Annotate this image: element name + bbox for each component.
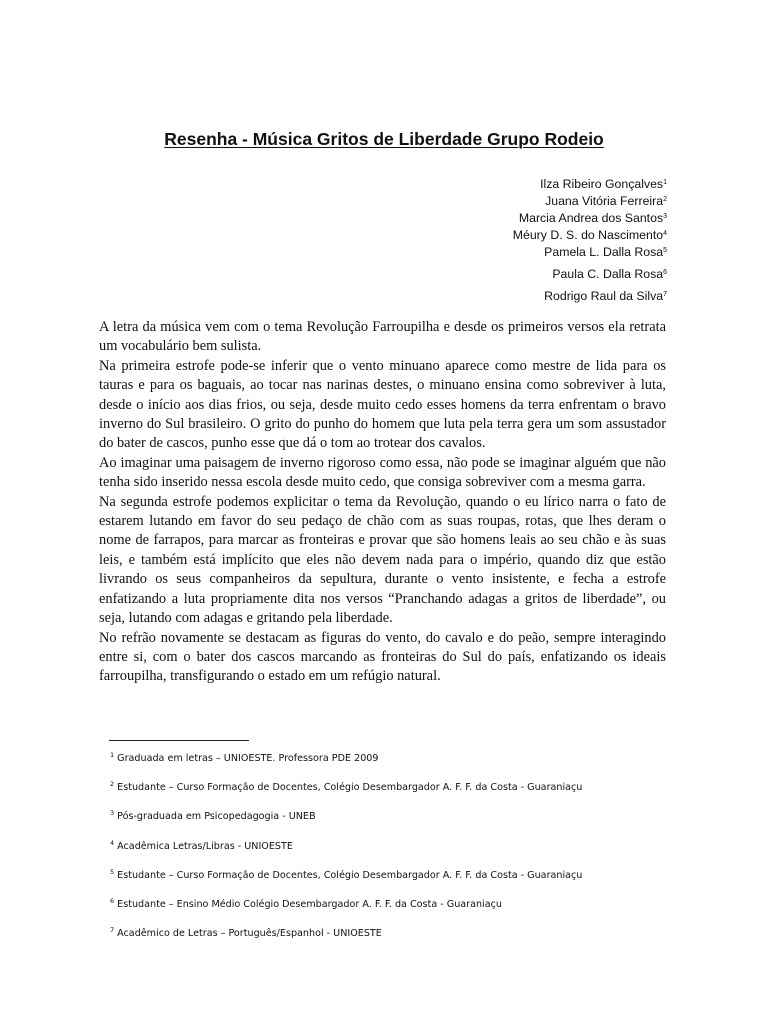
footnote-separator [109,740,249,741]
footnote-number: 7 [110,926,115,935]
body-text [99,318,666,687]
footnote-number: 3 [110,809,115,818]
body-paragraph: No refrão novamente se destacam as figuras do vento, do cavalo e do peão, sempre interagindo entre si, com o bater dos cascos marcando as fronteiras do Sul do país, enfatizando os ideais farroupilha, transfigurando o estado em um refúgio natural. [99,629,666,685]
author-name: Marcia Andrea dos Santos [518,211,664,225]
document-title [0,128,768,150]
author-item [513,265,667,282]
footnote-number: 2 [110,780,115,789]
footnote-ref[interactable]: 1 [663,179,667,186]
author-item [513,287,667,304]
footnote-text: Graduada em letras – UNIOESTE. Professora PDE 2009 [117,753,379,764]
author-item [513,192,667,209]
footnote-text: Estudante – Curso Formação de Docentes, Colégio Desembargador A. F. F. da Costa - Guaraniaçu [117,782,583,794]
body-paragraph: A letra da música vem com o tema Revolução Farroupilha e desde os primeiros versos ela retrata um vocabulário bem sulista. [99,319,666,355]
footnote-number: 1 [110,751,115,759]
footnote-text: Acadêmico de Letras – Português/Espanhol - UNIOESTE [117,928,382,940]
footnote-ref[interactable]: 7 [663,291,667,298]
footnote-item [110,920,710,949]
author-name: Juana Vitória Ferreira [545,194,664,208]
footnote-ref[interactable]: 3 [663,213,667,220]
author-item [513,209,667,226]
footnote-item [110,891,710,920]
footnote-text: Estudante – Ensino Médio Colégio Desembargador A. F. F. da Costa - Guaraniaçu [117,898,502,910]
author-item [513,175,667,192]
footnote-ref[interactable]: 2 [663,196,667,203]
author-item [513,243,667,260]
footnote-text: Estudante – Curso Formação de Docentes, Colégio Desembargador A. F. F. da Costa - Guaraniaçu [117,869,583,881]
footnote-list [110,745,710,949]
author-name: Paula C. Dalla Rosa [552,267,664,281]
body-paragraph: Na primeira estrofe pode-se inferir que o vento minuano aparece como mestre de lida para os tauras e para os baguais, ao tocar nas narinas destes, o minuano ensina como sobreviver à luta, desde o início aos dias frios, ou seja, desde muito cedo esses homens da terra enfrentam o bravo inverno do Sul brasileiro. O grito do punho do homem que luta pela terra gera um som assustador do bater de cascos, punho esse que dá o tom ao trotear dos cavalos. [99,357,666,452]
footnote-ref[interactable]: 6 [663,269,667,276]
footnote-text: Pós-graduada em Psicopedagogia - UNEB [117,811,316,823]
footnote-item [110,833,710,862]
footnote-item [110,774,710,803]
author-name: Pamela L. Dalla Rosa [544,245,664,259]
footnote-ref[interactable]: 5 [663,247,667,254]
footnote-item [110,803,710,832]
author-list [513,175,667,304]
author-name: Méury D. S. do Nascimento [512,228,664,242]
document-title-text: Resenha - Música Gritos de Liberdade Grupo Rodeio [164,129,604,149]
footnote-text: Acadêmica Letras/Libras - UNIOESTE [117,840,293,852]
author-name: Rodrigo Raul da Silva [544,289,664,303]
footnote-item [110,862,710,891]
author-item [513,226,667,243]
body-paragraph: Na segunda estrofe podemos explicitar o tema da Revolução, quando o eu lírico narra o fato de estarem lutando em favor do seu pedaço de chão com as suas roupas, rotas, que lhes deram o nome de farrapos, para marcar as fronteiras e provar que são homens leais ao seu chão e às suas leis, e também está implícito que eles não devem nada para o império, quando diz que estão livrando os seus companheiros da sepultura, durante o vento insistente, e fecha a estrofe enfatizando a luta propriamente dita nos versos “Pranchando adagas a gritos de liberdade”, ou seja, lutando com adagas e gritando pela liberdade. [99,493,666,627]
footnote-ref[interactable]: 4 [663,230,667,237]
footnote-number: 5 [110,867,115,876]
footnote-item [110,745,710,774]
footnote-number: 6 [110,896,115,905]
footnote-number: 4 [110,838,115,847]
body-paragraph: Ao imaginar uma paisagem de inverno rigoroso como essa, não pode se imaginar alguém que não tenha sido inserido nessa escola desde muito cedo, que consiga sobreviver com a mesma garra. [99,454,666,491]
author-name: Ilza Ribeiro Gonçalves [540,177,664,191]
